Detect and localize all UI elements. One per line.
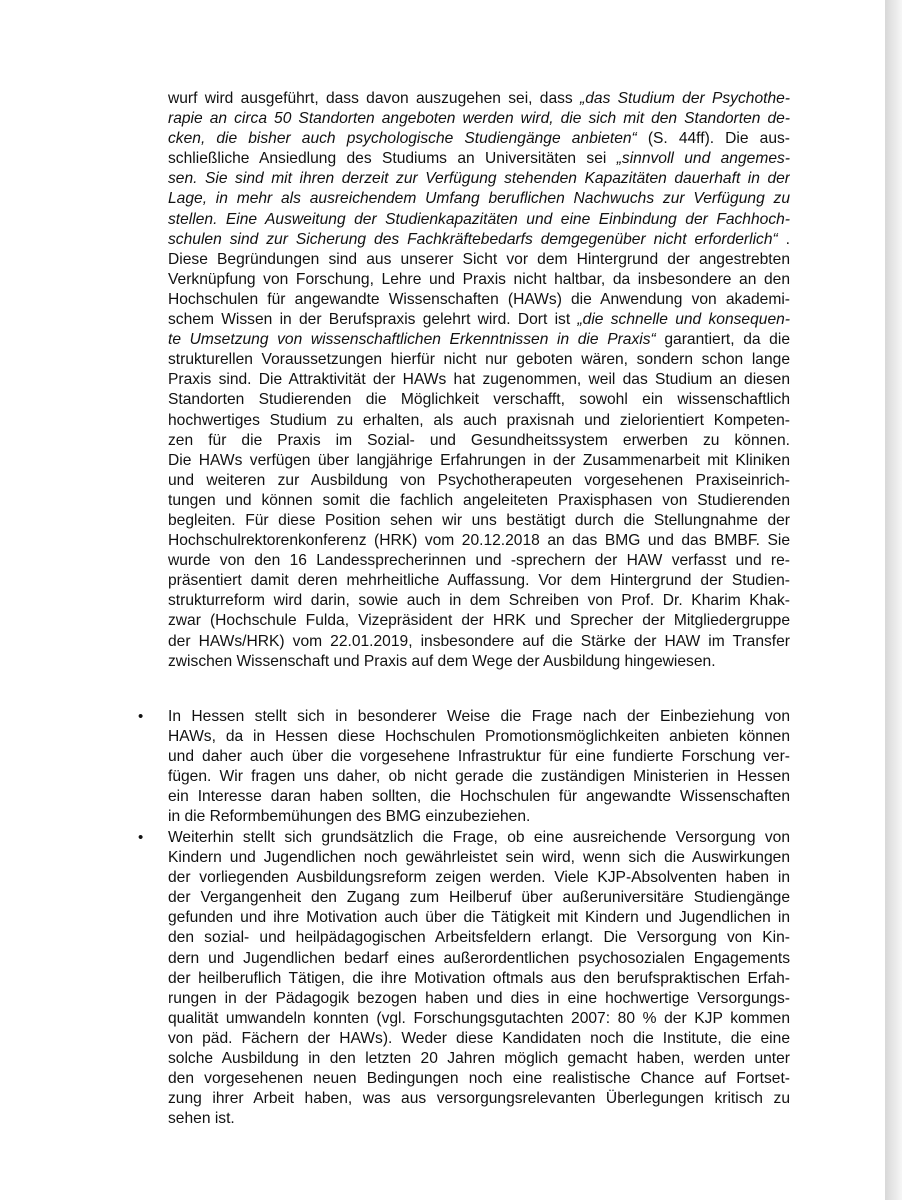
text-line [168, 451, 790, 471]
body-text: strukturreform wird darin, sowie auch in dem Schreiben von Prof. Dr. Kharim Khak- [168, 592, 790, 610]
text-line: in die Reformbemühungen des BMG einzubeziehen. [168, 808, 531, 826]
text-line [168, 250, 790, 270]
text-line [168, 571, 790, 591]
text-line: qualität umwandeln konnten (vgl. Forschungsgutachten 2007: 80 % der KJP kommen [168, 1009, 790, 1027]
text-line [168, 189, 790, 209]
body-text: Verknüpfung von Forschung, Lehre und Praxis nicht haltbar, da insbesondere an den [168, 270, 790, 288]
text-line: fügen. Wir fragen uns daher, ob nicht gerade die zuständigen Ministerien in Hessen [168, 768, 790, 786]
body-text: Hochschulen für angewandte Wissenschaften (HAWs) die Anwendung von akademi- [168, 290, 790, 308]
body-text: . [777, 230, 790, 248]
body-text: präsentiert damit deren mehrheitliche Auffassung. Vor dem Hintergrund der Studien- [168, 572, 790, 590]
text-line [168, 149, 790, 169]
text-line: von päd. Fächern der HAWs). Weder diese Kandidaten noch die Institute, die eine [168, 1029, 790, 1047]
body-text: strukturellen Voraussetzungen hierfür nicht nur geboten wären, sondern schon lange [168, 351, 790, 369]
paragraph-hessen [168, 707, 790, 828]
body-text: tungen und können somit die fachlich angeleiteten Praxisphasen von Studierenden [168, 491, 790, 509]
text-line [168, 350, 790, 370]
body-text: Standorten Studierenden die Möglichkeit verschafft, sowohl ein wissenschaftlich [168, 391, 790, 409]
body-text: Praxis sind. Die Attraktivität der HAWs hat zugenommen, weil das Studium an diesen [168, 371, 790, 389]
body-text: Die HAWs verfügen über langjährige Erfahrungen in der Zusammenarbeit mit Kliniken [168, 451, 790, 469]
body-text: wurde von den 16 Landessprecherinnen und -sprechern der HAW verfasst und re- [168, 552, 790, 570]
quoted-text: „das Studium der Psychothe- [580, 90, 790, 107]
page-edge-shadow [885, 0, 902, 1200]
text-line: solche Ausbildung in den letzten 20 Jahren möglich gemacht haben, werden unter [168, 1050, 790, 1068]
text-line: rungen in der Pädagogik bezogen haben und dies in eine hochwertige Versorgungs- [168, 989, 790, 1007]
text-line [168, 310, 790, 330]
quoted-text: schulen sind zur Sicherung des Fachkräftebedarfs demgegenüber nicht erforderlich“ [168, 230, 778, 248]
text-line [168, 169, 790, 189]
text-line [168, 531, 790, 551]
text-line: der heilberuflich Tätigen, die ihre Motivation oftmals aus den berufspraktischen Erfah- [168, 969, 790, 987]
body-text: hochwertiges Studium zu erhalten, als auch praxisnah und zielorientiert Kompeten- [168, 411, 790, 429]
text-line: In Hessen stellt sich in besonderer Weise die Frage nach der Einbeziehung von [168, 708, 790, 725]
quoted-text: te Umsetzung von wissenschaftlichen Erkenntnissen in die Praxis“ [168, 331, 656, 349]
text-line: zung ihrer Arbeit haben, was aus versorgungsrelevanten Überlegungen kritisch zu [168, 1090, 790, 1108]
text-line: der vorliegenden Ausbildungsreform zeigen werden. Viele KJP-Absolventen haben in [168, 869, 790, 887]
text-line: den sozial- und heilpädagogischen Arbeitsfeldern erlangt. Die Versorgung von Kin- [168, 929, 790, 947]
bullet-marker: • [138, 829, 144, 846]
quoted-text: „die schnelle und konsequen- [577, 311, 790, 329]
quoted-text: rapie an circa 50 Standorten angeboten werden wird, die sich mit den Standorten de- [168, 110, 790, 128]
body-text: schließliche Ansiedlung des Studiums an Universitäten sei [168, 150, 617, 168]
text-line [168, 591, 790, 611]
text-line [168, 431, 790, 451]
text-line [168, 611, 790, 631]
text-line: den vorgesehenen neuen Bedingungen noch eine realistische Chance auf Fortset- [168, 1070, 790, 1088]
text-line: und daher auch über die vorgesehene Infrastruktur für eine fundierte Forschung ver- [168, 748, 790, 766]
text-line [168, 411, 790, 431]
body-text: (S. 44ff). Die aus- [636, 130, 790, 148]
text-line [168, 652, 790, 672]
text-line [168, 290, 790, 310]
body-text: zwischen Wissenschaft und Praxis auf dem Wege der Ausbildung hingewiesen. [168, 652, 716, 670]
text-line [168, 471, 790, 491]
text-line: sehen ist. [168, 1110, 235, 1128]
text-line: ein Interesse daran haben sollten, die Hochschulen für angewandte Wissenschaften [168, 788, 790, 806]
text-line [168, 491, 790, 511]
text-line [168, 270, 790, 290]
text-line [168, 390, 790, 410]
text-line [168, 632, 790, 652]
text-line: gefunden und ihre Motivation auch über die Tätigkeit mit Kindern und Jugendlichen in [168, 909, 790, 927]
paragraph-versorgung [168, 828, 790, 1129]
body-text: garantiert, da die [655, 331, 790, 349]
quoted-text: sen. Sie sind mit ihren derzeit zur Verfügung stehenden Kapazitäten dauerhaft in der [168, 170, 790, 188]
body-text: und weiteren zur Ausbildung von Psychotherapeuten vorgesehenen Praxiseinrich- [168, 471, 790, 489]
quoted-text: Lage, in mehr als ausreichendem Umfang beruflichen Nachwuchs zur Verfügung zu [168, 190, 790, 208]
text-line [168, 230, 790, 250]
text-line [168, 89, 790, 109]
quoted-text: stellen. Eine Ausweitung der Studienkapazitäten und eine Einbindung der Fachhoch- [168, 210, 790, 228]
body-text: schem Wissen in der Berufspraxis gelehrt wird. Dort ist [168, 311, 578, 329]
text-line [168, 109, 790, 129]
text-line [168, 330, 790, 350]
body-text: der HAWs/HRK) vom 22.01.2019, insbesondere auf die Stärke der HAW im Transfer [168, 632, 790, 650]
text-line: HAWs, da in Hessen diese Hochschulen Promotionsmöglichkeiten anbieten können [168, 728, 790, 746]
text-line [168, 129, 790, 149]
body-text: wurf wird ausgeführt, dass davon auszugehen sei, dass [168, 90, 581, 107]
text-line: der Vergangenheit den Zugang zum Heilberuf über außeruniversitäre Studiengänge [168, 889, 790, 907]
bullet-marker: • [138, 708, 144, 725]
text-line [168, 210, 790, 230]
text-line: Kindern und Jugendlichen noch gewährleistet sein wird, wenn sich die Auswirkungen [168, 849, 790, 867]
body-text: zwar (Hochschule Fulda, Vizepräsident der HRK und Sprecher der Mitgliedergruppe [168, 612, 790, 630]
paragraph-continuation [168, 89, 790, 672]
body-text: zen für die Praxis im Sozial- und Gesundheitssystem erwerben zu können. [168, 431, 790, 449]
text-line: Weiterhin stellt sich grundsätzlich die Frage, ob eine ausreichende Versorgung von [168, 829, 790, 846]
body-text: Diese Begründungen sind aus unserer Sicht vor dem Hintergrund der angestrebten [168, 250, 790, 268]
quoted-text: „sinnvoll und angemes- [616, 150, 790, 168]
text-line [168, 370, 790, 390]
body-text: Hochschulrektorenkonferenz (HRK) vom 20.12.2018 an das BMG und das BMBF. Sie [168, 532, 790, 550]
text-line [168, 511, 790, 531]
body-text: begleiten. Für diese Position sehen wir uns bestätigt durch die Stellungnahme der [168, 511, 790, 529]
text-line [168, 551, 790, 571]
text-line: dern und Jugendlichen bedarf eines außerordentlichen psychosozialen Engagements [168, 949, 790, 967]
quoted-text: cken, die bisher auch psychologische Studiengänge anbieten“ [168, 130, 637, 148]
